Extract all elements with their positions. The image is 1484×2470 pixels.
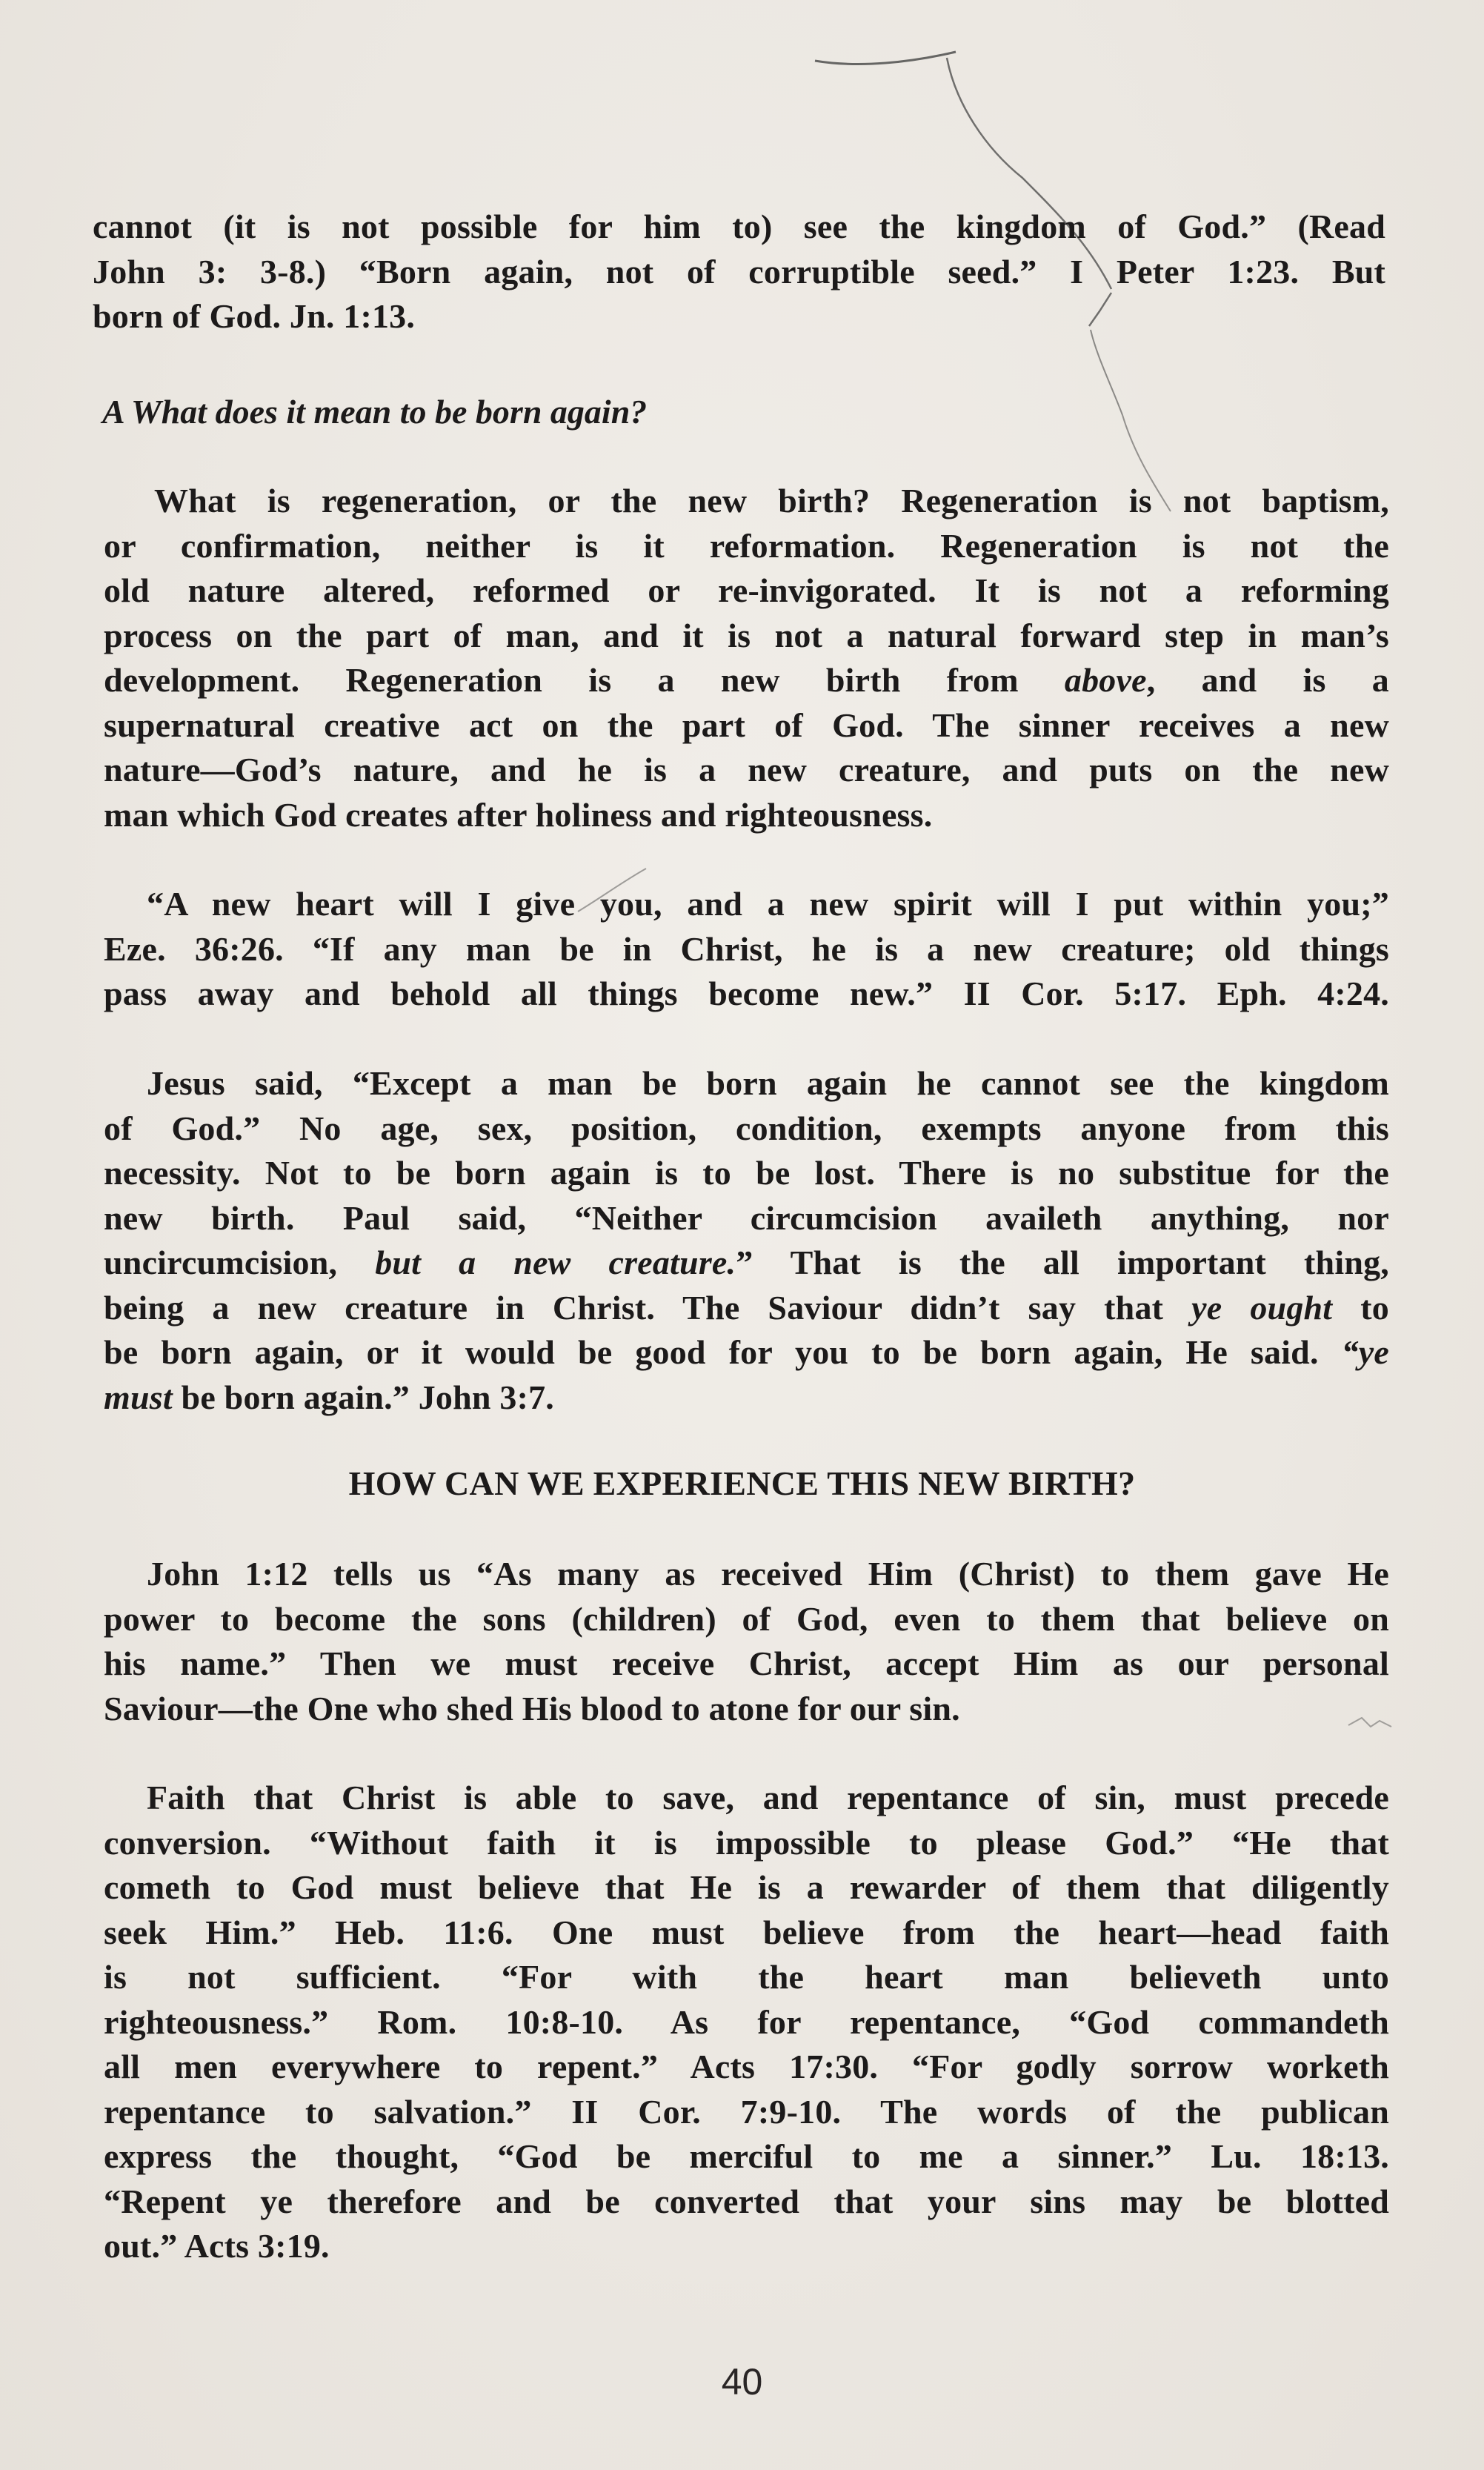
text-line: nature—God’s nature, and he is a new creature, and puts on the new [104, 751, 1389, 789]
paragraph-john-112 [104, 1552, 1389, 1731]
text-line: conversion. “Without faith it is impossible to please God.” “He that [104, 1823, 1389, 1862]
text-line: out.” Acts 3:19. [104, 2227, 330, 2265]
text-line: express the thought, “God be merciful to me a sinner.” Lu. 18:13. [104, 2137, 1389, 2175]
text-line: seek Him.” Heb. 11:6. One must believe from the heart—head faith [104, 1913, 1389, 1951]
paragraph-kingdom [93, 205, 1385, 339]
text-line: new birth. Paul said, “Neither circumcision availeth anything, nor [104, 1198, 1389, 1237]
section-heading-new-birth: HOW CAN WE EXPERIENCE THIS NEW BIRTH? [348, 1464, 1136, 1502]
text-line: What is regeneration, or the new birth? Regeneration is not baptism, [154, 482, 1389, 519]
text-line: righteousness.” Rom. 10:8-10. As for repentance, “God commandeth [104, 2002, 1389, 2041]
text-line: man which God creates after holiness and righteousness. [104, 795, 933, 834]
text-line: pass away and behold all things become new.” II Cor. 5:17. Eph. 4:24. [104, 975, 1389, 1012]
text-line: John 3: 3-8.) “Born again, not of corruptible seed.” I Peter 1:23. But [93, 252, 1385, 291]
text-line: development. Regeneration is a new birth from above, and is a [104, 661, 1389, 699]
text-line: cannot (it is not possible for him to) see the kingdom of God.” (Read [93, 208, 1385, 245]
text-line: or confirmation, neither is it reformation. Regeneration is not the [104, 526, 1389, 565]
text-line: old nature altered, reformed or re-invigorated. It is not a reforming [104, 571, 1389, 609]
text-line: Saviour—the One who shed His blood to atone for our sin. [104, 1689, 960, 1727]
text-line: “A new heart will I give you, and a new spirit will I put within you;” [147, 885, 1389, 923]
text-line: cometh to God must believe that He is a rewarder of them that diligently [104, 1868, 1389, 1906]
text-line: power to become the sons (children) of God, even to them that believe on [104, 1599, 1389, 1638]
text-line: “Repent ye therefore and be converted that your sins may be blotted [104, 2182, 1389, 2220]
text-line: all men everywhere to repent.” Acts 17:30. “For godly sorrow worketh [104, 2048, 1389, 2085]
page-number: 40 [721, 2361, 763, 2403]
paragraph-jesus-said [104, 1061, 1389, 1420]
text-line: his name.” Then we must receive Christ, accept Him as our personal [104, 1644, 1389, 1682]
subheading-born-again: A What does it mean to be born again? [102, 393, 648, 431]
text-line: John 1:12 tells us “As many as received Him (Christ) to them gave He [147, 1555, 1389, 1593]
text-line: uncircumcision, but a new creature.” That is the all important thing, [104, 1244, 1390, 1281]
text-line: Jesus said, “Except a man be born again he cannot see the kingdom [147, 1064, 1389, 1102]
text-line: is not sufficient. “For with the heart man believeth unto [104, 1958, 1389, 1996]
text-line: being a new creature in Christ. The Saviour didn’t say that ye ought to [104, 1288, 1389, 1327]
text-line: supernatural creative act on the part of God. The sinner receives a new [104, 706, 1389, 744]
text-line: be born again, or it would be good for you to be born again, He said. “ye [104, 1333, 1389, 1371]
text-line: of God.” No age, sex, position, condition, exempts anyone from this [104, 1109, 1389, 1147]
text-line: process on the part of man, and it is not a natural forward step in man’s [104, 616, 1389, 654]
text-line: must be born again.” John 3:7. [104, 1378, 554, 1416]
text-line: born of God. Jn. 1:13. [93, 297, 416, 335]
text-line: repentance to salvation.” II Cor. 7:9-10. The words of the publican [104, 2092, 1389, 2131]
text-line: necessity. Not to be born again is to be lost. There is no substitue for the [104, 1154, 1389, 1192]
text-line: Faith that Christ is able to save, and repentance of sin, must precede [147, 1779, 1389, 1816]
paragraph-new-heart [104, 882, 1389, 1017]
text-line: Eze. 36:26. “If any man be in Christ, he is a new creature; old things [104, 929, 1389, 968]
paragraph-regeneration [104, 479, 1389, 837]
paragraph-faith [104, 1776, 1389, 2269]
